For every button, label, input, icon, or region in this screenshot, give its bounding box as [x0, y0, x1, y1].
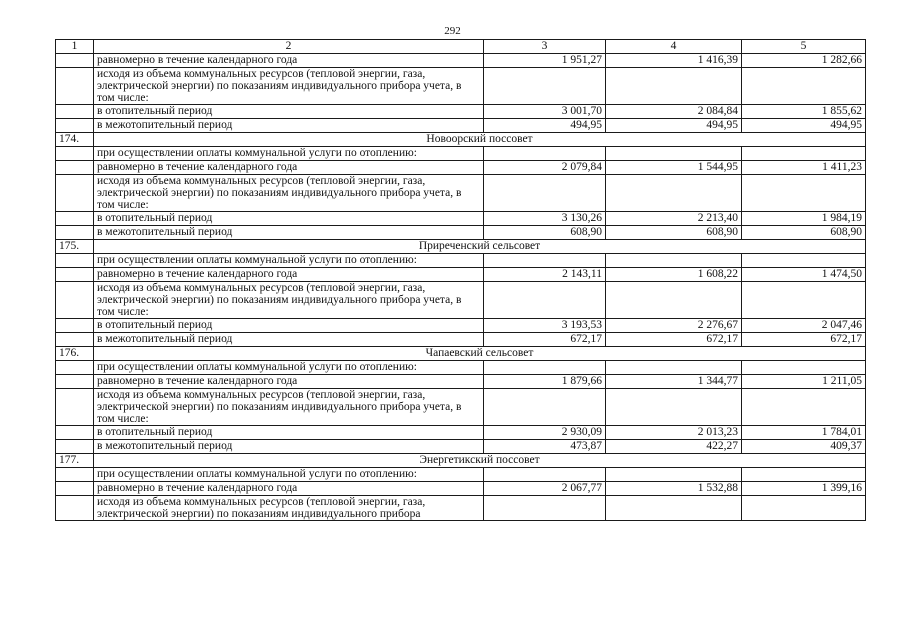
- row-number-cell: [56, 212, 94, 226]
- row-number-cell: [56, 54, 94, 68]
- value-col-4: 608,90: [606, 226, 742, 240]
- row-label: равномерно в течение календарного года: [94, 54, 484, 68]
- section-row: [56, 347, 866, 361]
- table-body: [56, 40, 866, 521]
- value-col-3: 2 067,77: [484, 482, 606, 496]
- value-col-4: 1 544,95: [606, 161, 742, 175]
- row-label: в отопительный период: [94, 426, 484, 440]
- row-label: при осуществлении оплаты коммунальной услуги по отоплению:: [94, 361, 484, 375]
- value-col-3: 1 879,66: [484, 375, 606, 389]
- value-col-3: 672,17: [484, 333, 606, 347]
- value-col-4: [606, 468, 742, 482]
- section-title: Энергетикский поссовет: [94, 454, 866, 468]
- value-col-5: 2 047,46: [742, 319, 866, 333]
- value-col-5: 1 399,16: [742, 482, 866, 496]
- value-col-3: [484, 389, 606, 426]
- row-label: в межотопительный период: [94, 440, 484, 454]
- header-col-3: 3: [484, 40, 606, 54]
- section-title: Приреченский сельсовет: [94, 240, 866, 254]
- table-row: [56, 105, 866, 119]
- table-row: [56, 468, 866, 482]
- value-col-5: [742, 254, 866, 268]
- table-row: [56, 440, 866, 454]
- value-col-3: 2 143,11: [484, 268, 606, 282]
- value-col-5: 672,17: [742, 333, 866, 347]
- row-number-cell: [56, 389, 94, 426]
- value-col-3: 2 930,09: [484, 426, 606, 440]
- value-col-4: 2 213,40: [606, 212, 742, 226]
- row-number-cell: [56, 361, 94, 375]
- row-number-cell: [56, 282, 94, 319]
- value-col-3: 494,95: [484, 119, 606, 133]
- value-col-3: 473,87: [484, 440, 606, 454]
- row-label: равномерно в течение календарного года: [94, 375, 484, 389]
- section-title: Чапаевский сельсовет: [94, 347, 866, 361]
- value-col-3: 608,90: [484, 226, 606, 240]
- row-label: при осуществлении оплаты коммунальной услуги по отоплению:: [94, 254, 484, 268]
- value-col-3: [484, 147, 606, 161]
- row-label: в межотопительный период: [94, 333, 484, 347]
- row-label: в межотопительный период: [94, 119, 484, 133]
- row-number-cell: [56, 333, 94, 347]
- value-col-5: [742, 68, 866, 105]
- table-row: [56, 496, 866, 521]
- section-row: [56, 454, 866, 468]
- value-col-5: [742, 147, 866, 161]
- row-number-cell: [56, 426, 94, 440]
- row-label: равномерно в течение календарного года: [94, 482, 484, 496]
- value-col-4: 1 344,77: [606, 375, 742, 389]
- table-row: [56, 147, 866, 161]
- row-label: в отопительный период: [94, 105, 484, 119]
- value-col-4: [606, 147, 742, 161]
- value-col-5: 1 211,05: [742, 375, 866, 389]
- value-col-3: 1 951,27: [484, 54, 606, 68]
- value-col-3: [484, 68, 606, 105]
- table-row: [56, 426, 866, 440]
- row-label: исходя из объема коммунальных ресурсов (тепловой энергии, газа, электрической энергии) по показаниям индивидуального прибора учета, в том числе:: [94, 68, 484, 105]
- value-col-5: 1 282,66: [742, 54, 866, 68]
- page-number: 292: [444, 25, 461, 37]
- row-label: исходя из объема коммунальных ресурсов (тепловой энергии, газа, электрической энергии) по показаниям индивидуального прибора учета, в том числе:: [94, 389, 484, 426]
- value-col-5: 494,95: [742, 119, 866, 133]
- value-col-5: 1 855,62: [742, 105, 866, 119]
- value-col-4: [606, 389, 742, 426]
- row-label: исходя из объема коммунальных ресурсов (тепловой энергии, газа, электрической энергии) по показаниям индивидуального прибора учета, в том числе:: [94, 175, 484, 212]
- value-col-3: [484, 282, 606, 319]
- value-col-4: 2 013,23: [606, 426, 742, 440]
- value-col-4: 2 276,67: [606, 319, 742, 333]
- value-col-5: 1 411,23: [742, 161, 866, 175]
- row-number-cell: [56, 175, 94, 212]
- row-label: в отопительный период: [94, 319, 484, 333]
- table-row: [56, 119, 866, 133]
- value-col-3: 3 193,53: [484, 319, 606, 333]
- table-row: [56, 161, 866, 175]
- row-label: равномерно в течение календарного года: [94, 161, 484, 175]
- row-number-cell: [56, 119, 94, 133]
- row-number-cell: [56, 254, 94, 268]
- value-col-4: 2 084,84: [606, 105, 742, 119]
- row-number-cell: [56, 482, 94, 496]
- row-label: исходя из объема коммунальных ресурсов (тепловой энергии, газа, электрической энергии) по показаниям индивидуального прибора: [94, 496, 484, 521]
- section-number: 177.: [56, 454, 94, 468]
- header-col-5: 5: [742, 40, 866, 54]
- row-number-cell: [56, 268, 94, 282]
- table-row: [56, 319, 866, 333]
- section-title: Новоорский поссовет: [94, 133, 866, 147]
- row-number-cell: [56, 161, 94, 175]
- table-row: [56, 54, 866, 68]
- value-col-5: 1 474,50: [742, 268, 866, 282]
- row-number-cell: [56, 319, 94, 333]
- table-row: [56, 254, 866, 268]
- header-col-2: 2: [94, 40, 484, 54]
- value-col-4: 422,27: [606, 440, 742, 454]
- table-row: [56, 175, 866, 212]
- value-col-5: [742, 389, 866, 426]
- table-row: [56, 226, 866, 240]
- header-col-4: 4: [606, 40, 742, 54]
- value-col-4: [606, 361, 742, 375]
- table-header-row: [56, 40, 866, 54]
- value-col-4: [606, 68, 742, 105]
- value-col-4: 1 608,22: [606, 268, 742, 282]
- value-col-5: [742, 468, 866, 482]
- row-number-cell: [56, 68, 94, 105]
- table-row: [56, 375, 866, 389]
- section-number: 176.: [56, 347, 94, 361]
- value-col-4: 1 532,88: [606, 482, 742, 496]
- table-row: [56, 482, 866, 496]
- value-col-3: [484, 496, 606, 521]
- row-number-cell: [56, 496, 94, 521]
- table-row: [56, 282, 866, 319]
- row-number-cell: [56, 440, 94, 454]
- section-number: 175.: [56, 240, 94, 254]
- section-number: 174.: [56, 133, 94, 147]
- table-row: [56, 333, 866, 347]
- row-number-cell: [56, 375, 94, 389]
- section-row: [56, 133, 866, 147]
- value-col-4: [606, 496, 742, 521]
- value-col-3: 2 079,84: [484, 161, 606, 175]
- section-row: [56, 240, 866, 254]
- row-number-cell: [56, 147, 94, 161]
- table-row: [56, 268, 866, 282]
- row-label: при осуществлении оплаты коммунальной услуги по отоплению:: [94, 468, 484, 482]
- value-col-4: 1 416,39: [606, 54, 742, 68]
- value-col-3: [484, 361, 606, 375]
- value-col-4: [606, 254, 742, 268]
- value-col-4: 494,95: [606, 119, 742, 133]
- value-col-3: 3 130,26: [484, 212, 606, 226]
- header-col-1: 1: [56, 40, 94, 54]
- row-label: в отопительный период: [94, 212, 484, 226]
- value-col-5: [742, 496, 866, 521]
- row-label: равномерно в течение календарного года: [94, 268, 484, 282]
- row-number-cell: [56, 226, 94, 240]
- row-label: исходя из объема коммунальных ресурсов (тепловой энергии, газа, электрической энергии) по показаниям индивидуального прибора учета, в том числе:: [94, 282, 484, 319]
- table-row: [56, 389, 866, 426]
- value-col-3: [484, 254, 606, 268]
- tariff-table: [55, 39, 866, 521]
- row-label: при осуществлении оплаты коммунальной услуги по отоплению:: [94, 147, 484, 161]
- table-row: [56, 68, 866, 105]
- table-row: [56, 212, 866, 226]
- table-row: [56, 361, 866, 375]
- value-col-3: [484, 468, 606, 482]
- value-col-4: [606, 175, 742, 212]
- value-col-5: [742, 282, 866, 319]
- row-label: в межотопительный период: [94, 226, 484, 240]
- value-col-5: 1 784,01: [742, 426, 866, 440]
- value-col-3: 3 001,70: [484, 105, 606, 119]
- value-col-5: [742, 361, 866, 375]
- value-col-5: 608,90: [742, 226, 866, 240]
- value-col-5: [742, 175, 866, 212]
- row-number-cell: [56, 468, 94, 482]
- value-col-4: [606, 282, 742, 319]
- value-col-5: 1 984,19: [742, 212, 866, 226]
- value-col-4: 672,17: [606, 333, 742, 347]
- value-col-3: [484, 175, 606, 212]
- value-col-5: 409,37: [742, 440, 866, 454]
- row-number-cell: [56, 105, 94, 119]
